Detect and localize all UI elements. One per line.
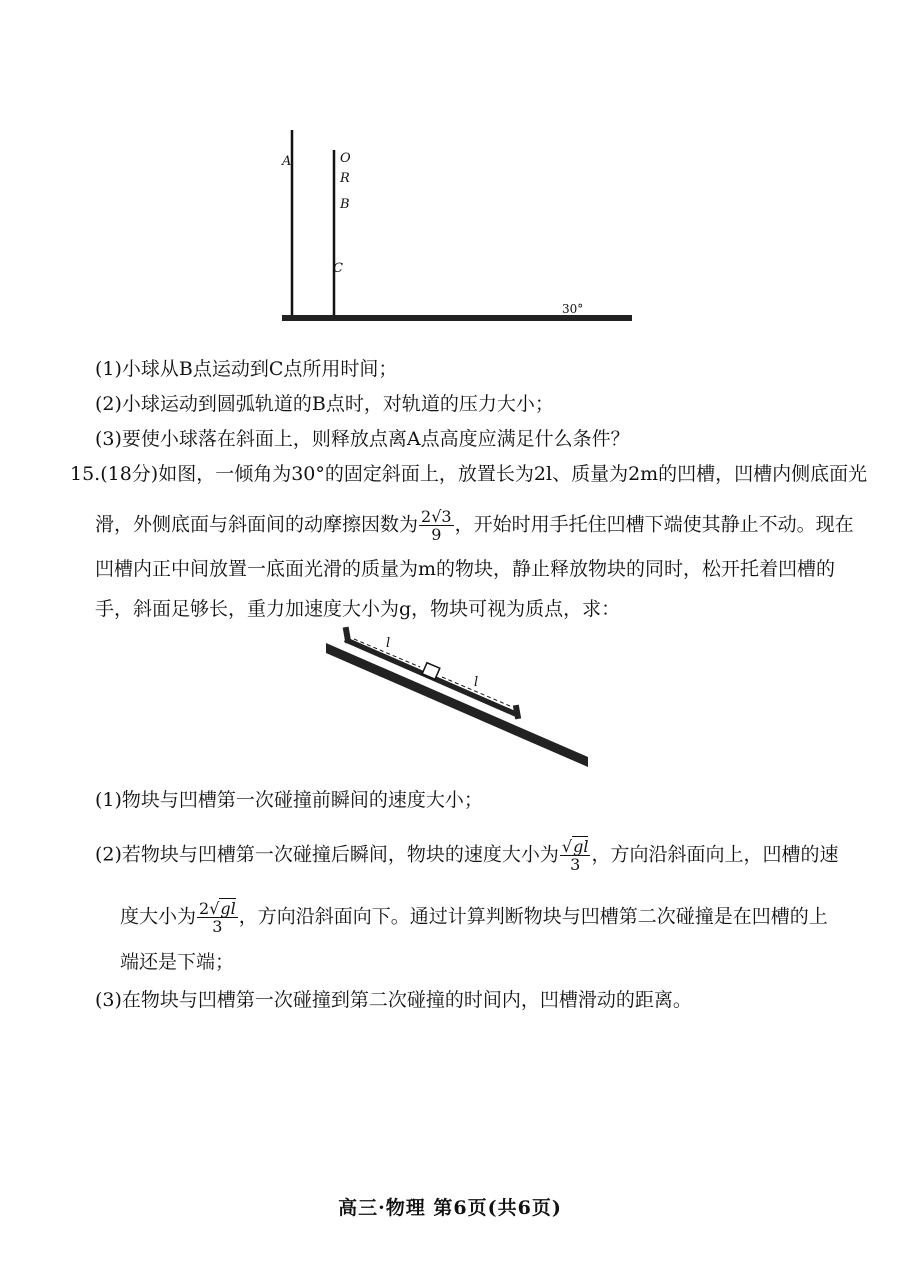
mu-numerator: 2√3	[421, 507, 452, 526]
groove-lower-end	[513, 705, 521, 720]
mu-denominator: 9	[431, 525, 442, 544]
v1-numerator: √gl	[561, 837, 589, 856]
v2-numerator: 2√gl	[199, 899, 236, 918]
dimension-label-2: l	[474, 675, 479, 690]
q15-line2-a: 滑，外侧底面与斜面间的动摩擦因数为	[95, 513, 419, 536]
label-r: R	[340, 171, 350, 186]
track-diagram	[270, 120, 650, 335]
q15-part2-c: 度大小为	[120, 905, 197, 928]
q15-part2-a: (2)若物块与凹槽第一次碰撞后瞬间，物块的速度大小为	[95, 843, 559, 866]
q15-line1	[70, 462, 867, 486]
label-angle: 30°	[562, 302, 584, 316]
q15-line4: 手，斜面足够长，重力加速度大小为g，物块可视为质点，求：	[95, 598, 621, 620]
q15-part2-line2	[120, 900, 828, 935]
q15-part2-d: ，方向沿斜面向下。通过计算判断物块与凹槽第二次碰撞是在凹槽的上	[238, 905, 828, 928]
q14-part2: (2)小球运动到圆弧轨道的B点时，对轨道的压力大小；	[95, 393, 554, 415]
q15-line3: 凹槽内正中间放置一底面光滑的质量为m的物块，静止释放物块的同时，松开托着凹槽的	[95, 558, 836, 580]
mu-fraction	[419, 508, 454, 543]
page-footer: 高三·物理 第6页(共6页)	[338, 1197, 562, 1219]
q15-line2	[95, 508, 854, 543]
v1-fraction	[560, 838, 591, 873]
q15-line1-text: (18分)如图，一倾角为30°的固定斜面上，放置长为2l、质量为2m的凹槽，凹槽内侧底面光	[100, 463, 868, 485]
q15-part2-line3: 端还是下端；	[120, 951, 235, 973]
q15-number: 15.	[70, 463, 101, 485]
groove-upper-end	[343, 627, 352, 644]
label-a: A	[282, 154, 292, 169]
incline-plane	[326, 643, 588, 767]
dimension-label-1: l	[386, 636, 391, 651]
q15-part1: (1)物块与凹槽第一次碰撞前瞬间的速度大小；	[95, 789, 483, 811]
v2-denominator: 3	[212, 917, 223, 936]
label-o: O	[340, 151, 351, 166]
label-b: B	[340, 197, 350, 212]
v1-denominator: 3	[570, 855, 581, 874]
q15-part3: (3)在物块与凹槽第一次碰撞到第二次碰撞的时间内，凹槽滑动的距离。	[95, 989, 692, 1011]
v2-fraction	[197, 900, 238, 935]
q14-part3: (3)要使小球落在斜面上，则释放点离A点高度应满足什么条件？	[95, 428, 630, 450]
incline-diagram	[320, 625, 600, 775]
q15-part2-line1	[95, 838, 839, 873]
label-c: C	[333, 261, 343, 276]
q14-part1: (1)小球从B点运动到C点所用时间；	[95, 358, 398, 380]
q15-line2-b: ，开始时用手托住凹槽下端使其静止不动。现在	[454, 513, 854, 536]
q15-part2-b: ，方向沿斜面向上，凹槽的速	[591, 843, 839, 866]
